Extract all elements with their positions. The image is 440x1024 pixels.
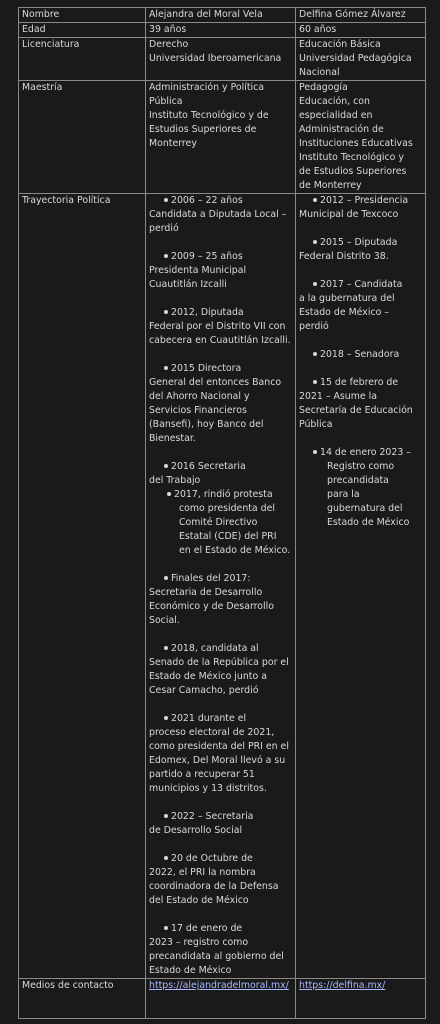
bullet-icon: [164, 198, 168, 202]
row-trayectoria: [19, 194, 426, 979]
text-line: Edomex, Del Moral llevó a su: [149, 755, 286, 766]
timeline-item: [149, 488, 292, 558]
text-line: para la: [327, 489, 360, 500]
text-line: precandidata: [327, 475, 389, 486]
text-line: Instituciones Educativas: [299, 138, 413, 149]
cell-b: [296, 38, 426, 81]
text-line: 2021 – Asume la: [299, 391, 377, 402]
timeline-item-heading: 2012 – Presidencia: [299, 194, 422, 208]
header-label: Nombre: [19, 8, 146, 23]
text-line: Instituto Tecnológico y: [299, 152, 404, 163]
text-line: gubernatura del: [327, 503, 403, 514]
text-line: Derecho: [149, 39, 189, 50]
bullet-icon: [164, 254, 168, 258]
text-line: Estatal (CDE) del PRI: [179, 531, 277, 542]
text-line: Cesar Camacho, perdió: [149, 685, 259, 696]
timeline-item: [149, 460, 292, 488]
website-link-a[interactable]: https://alejandradelmoral.mx/: [149, 980, 289, 991]
timeline-item: [299, 194, 422, 222]
timeline-item-heading: 17 de enero de: [149, 922, 292, 936]
text-line: coordinadora de la Defensa: [149, 881, 279, 892]
timeline-item-heading: 2018 – Senadora: [299, 348, 422, 362]
timeline-item-heading: 2018, candidata al: [149, 642, 292, 656]
timeline-item: [299, 348, 422, 362]
text-line: Educación, con: [299, 96, 370, 107]
text-line: municipios y 13 distritos.: [149, 783, 267, 794]
timeline-item-heading: 2021 durante el: [149, 712, 292, 726]
timeline-item: [299, 376, 422, 432]
text-line: Estudios Superiores de: [149, 124, 257, 135]
timeline-item: [299, 446, 422, 530]
text-line: especialidad en: [299, 110, 373, 121]
text-line: Registro como: [327, 461, 395, 472]
text-line: partido a recuperar 51: [149, 769, 255, 780]
bullet-icon: [167, 492, 171, 496]
text-line: cabecera en Cuautitlán Izcalli.: [149, 335, 291, 346]
row-contacto: [19, 979, 426, 1019]
bullet-icon: [164, 856, 168, 860]
text-line: proceso electoral de 2021,: [149, 727, 275, 738]
cell-a: [146, 38, 296, 81]
text-line: Bienestar.: [149, 433, 196, 444]
text-line: Federal por el Distrito VII con: [149, 321, 286, 332]
timeline-item-heading: 2016 Secretaria: [149, 460, 292, 474]
text-line: Secretaria de Desarrollo: [149, 587, 263, 598]
bullet-icon: [164, 310, 168, 314]
timeline-item-heading: Finales del 2017:: [149, 572, 292, 586]
row-edad: [19, 23, 426, 38]
bullet-icon: [313, 352, 317, 356]
text-line: Administración y Política: [149, 82, 265, 93]
bullet-icon: [164, 366, 168, 370]
text-line: del Ahorro Nacional y: [149, 391, 250, 402]
row-label: Maestría: [19, 81, 146, 194]
row-licenciatura: [19, 38, 426, 81]
bullet-icon: [164, 464, 168, 468]
bullet-icon: [313, 198, 317, 202]
text-line: del Estado de México: [149, 895, 249, 906]
header-row: [19, 8, 426, 23]
text-line: del Trabajo: [149, 475, 201, 486]
text-line: Pública: [299, 419, 333, 430]
timeline-item: [149, 852, 292, 908]
text-line: en el Estado de México.: [179, 545, 291, 556]
text-line: Monterrey: [149, 138, 197, 149]
timeline-item: [149, 194, 292, 236]
text-line: 2023 – registro como: [149, 937, 249, 948]
text-line: Municipal de Texcoco: [299, 209, 399, 220]
row-label: Licenciatura: [19, 38, 146, 81]
text-line: como presidenta del PRI en el: [149, 741, 289, 752]
text-line: Comité Directivo: [179, 517, 258, 528]
bullet-icon: [164, 926, 168, 930]
text-line: Estado de México junto a: [149, 671, 267, 682]
header-candidate-b: Delfina Gómez Álvarez: [296, 8, 426, 23]
text-line: Nacional: [299, 67, 340, 78]
cell-a: 39 años: [146, 23, 296, 38]
text-line: de Desarrollo Social: [149, 825, 243, 836]
timeline-item-heading: 2015 Directora: [149, 362, 292, 376]
timeline-item: [299, 236, 422, 264]
timeline-item-heading: 14 de enero 2023 –: [299, 446, 422, 460]
timeline-item-heading: 2017, rindió protesta: [149, 488, 292, 502]
text-line: General del entonces Banco: [149, 377, 282, 388]
timeline-item-heading: 2017 – Candidata: [299, 278, 422, 292]
text-line: Pedagogía: [299, 82, 348, 93]
cell-a: [146, 979, 296, 1019]
bullet-icon: [313, 282, 317, 286]
text-line: Instituto Tecnológico y de: [149, 110, 269, 121]
text-line: Estado de México: [327, 517, 410, 528]
timeline-item: [149, 306, 292, 348]
row-label: Trayectoria Política: [19, 194, 146, 979]
text-line: Universidad Iberoamericana: [149, 53, 282, 64]
bullet-icon: [164, 814, 168, 818]
text-line: de Monterrey: [299, 180, 362, 191]
text-line: Educación Básica: [299, 39, 381, 50]
timeline-item-heading: 2009 – 25 años: [149, 250, 292, 264]
text-line: precandidata al gobierno del: [149, 951, 284, 962]
text-line: Federal Distrito 38.: [299, 251, 389, 262]
timeline-item: [149, 572, 292, 628]
text-line: (Bansefi), hoy Banco del: [149, 419, 264, 430]
cell-b: [296, 979, 426, 1019]
header-candidate-a: Alejandra del Moral Vela: [146, 8, 296, 23]
cell-a: [146, 81, 296, 194]
text-line: Universidad Pedagógica: [299, 53, 412, 64]
text-line: Administración de: [299, 124, 384, 135]
bullet-icon: [313, 240, 317, 244]
text-line: Senado de la República por el: [149, 657, 289, 668]
bullet-icon: [164, 646, 168, 650]
text-line: a la gubernatura del: [299, 293, 395, 304]
text-line: Estado de México: [149, 965, 232, 976]
timeline-item-heading: 20 de Octubre de: [149, 852, 292, 866]
row-label: Edad: [19, 23, 146, 38]
text-line: Social.: [149, 615, 180, 626]
text-line: Pública: [149, 96, 183, 107]
row-maestria: [19, 81, 426, 194]
timeline-item: [149, 810, 292, 838]
text-line: Estado de México –: [299, 307, 389, 318]
bullet-icon: [164, 576, 168, 580]
timeline-item: [149, 922, 292, 978]
bullet-icon: [313, 450, 317, 454]
timeline-item: [149, 250, 292, 292]
text-line: 2022, el PRI la nombra: [149, 867, 256, 878]
text-line: perdió: [299, 321, 329, 332]
timeline-item-heading: 2006 – 22 años: [149, 194, 292, 208]
text-line: Candidata a Diputada Local –: [149, 209, 287, 220]
comparison-table: [18, 7, 426, 1019]
row-label: Medios de contacto: [19, 979, 146, 1019]
text-line: Presidenta Municipal: [149, 265, 247, 276]
text-line: de Estudios Superiores: [299, 166, 407, 177]
timeline-item: [149, 642, 292, 698]
timeline-item-heading: 2015 – Diputada: [299, 236, 422, 250]
website-link-b[interactable]: https://delfina.mx/: [299, 980, 386, 991]
timeline-item: [149, 712, 292, 796]
timeline-item-heading: 2022 – Secretaria: [149, 810, 292, 824]
text-line: Cuautitlán Izcalli: [149, 279, 227, 290]
cell-b: [296, 81, 426, 194]
text-line: como presidenta del: [179, 503, 275, 514]
bullet-icon: [313, 380, 317, 384]
timeline-item-heading: 15 de febrero de: [299, 376, 422, 390]
text-line: perdió: [149, 223, 179, 234]
text-line: Secretaría de Educación: [299, 405, 413, 416]
cell-b: [296, 194, 426, 979]
cell-a: [146, 194, 296, 979]
text-line: Servicios Financieros: [149, 405, 247, 416]
timeline-item: [299, 278, 422, 334]
bullet-icon: [164, 716, 168, 720]
timeline-item: [149, 362, 292, 446]
text-line: Económico y de Desarrollo: [149, 601, 274, 612]
cell-b: 60 años: [296, 23, 426, 38]
timeline-item-heading: 2012, Diputada: [149, 306, 292, 320]
